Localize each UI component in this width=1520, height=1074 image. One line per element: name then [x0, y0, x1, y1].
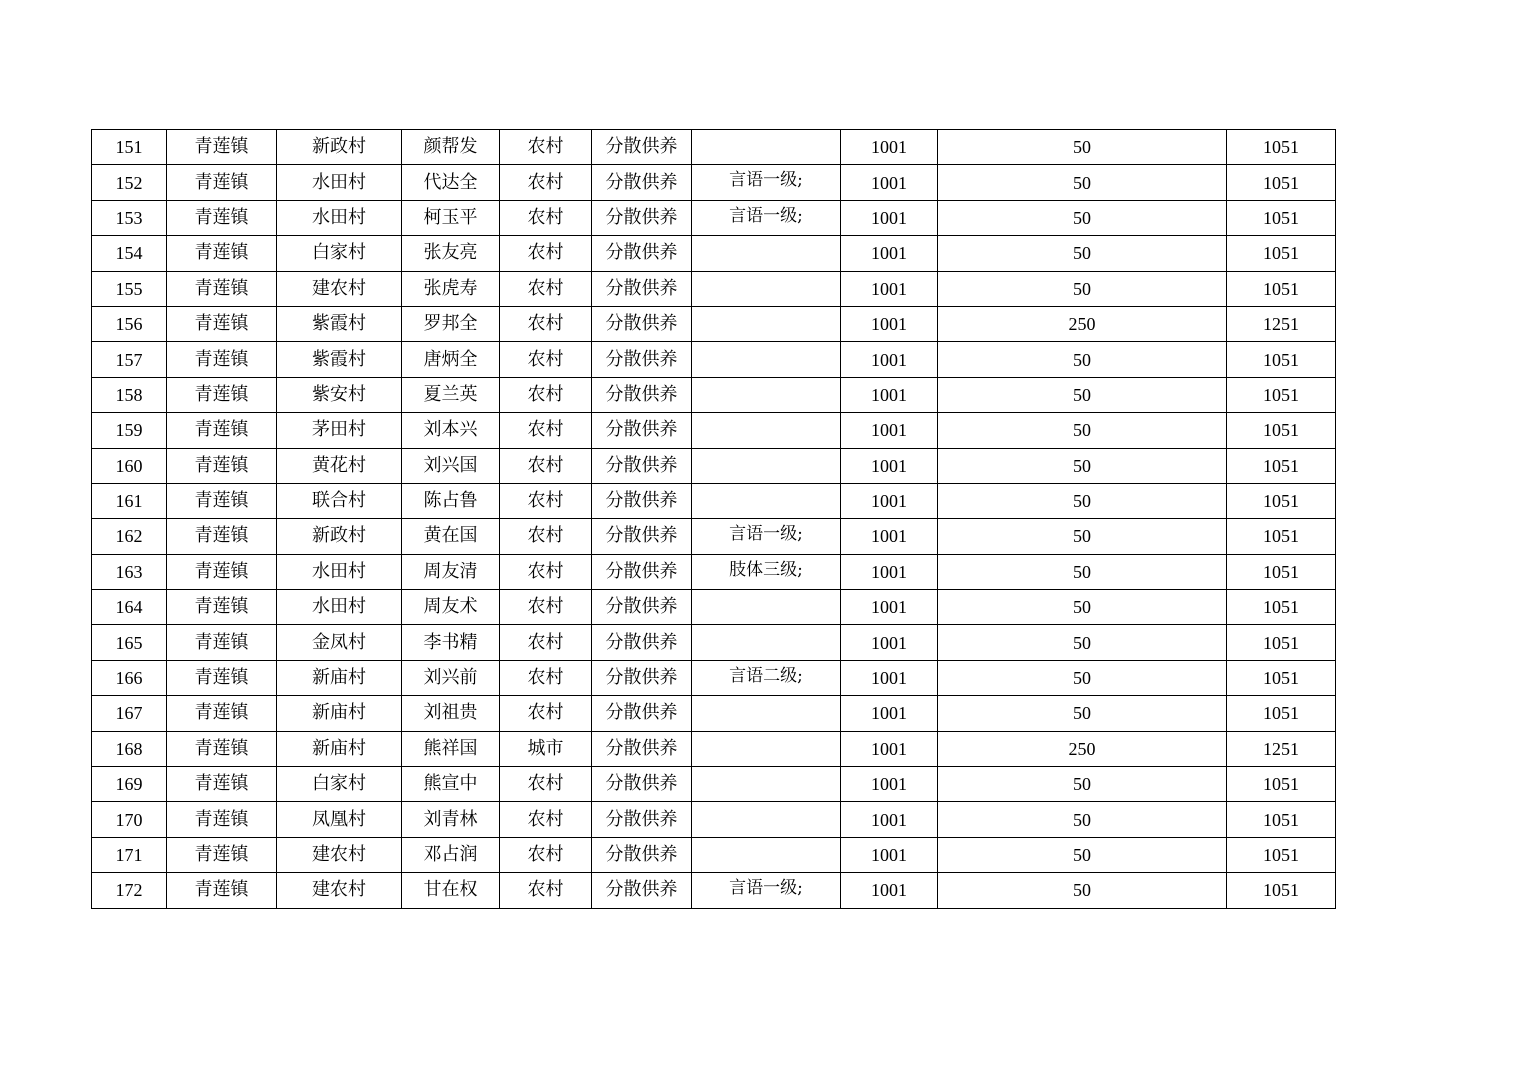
cell-disability-level: [692, 696, 841, 731]
cell-total-amount: 1051: [1227, 342, 1336, 377]
cell-serial-number: 165: [92, 625, 167, 660]
cell-village: 建农村: [277, 271, 402, 306]
cell-person-name: 熊祥国: [402, 731, 500, 766]
cell-area-type: 农村: [500, 837, 592, 872]
cell-extra-amount: 50: [938, 554, 1227, 589]
cell-town: 青莲镇: [167, 236, 277, 271]
cell-support-type: 分散供养: [592, 590, 692, 625]
cell-town: 青莲镇: [167, 837, 277, 872]
cell-serial-number: 159: [92, 413, 167, 448]
cell-support-type: 分散供养: [592, 483, 692, 518]
cell-village: 紫霞村: [277, 306, 402, 341]
cell-base-amount: 1001: [841, 802, 938, 837]
cell-total-amount: 1051: [1227, 767, 1336, 802]
cell-extra-amount: 50: [938, 802, 1227, 837]
cell-serial-number: 168: [92, 731, 167, 766]
cell-disability-level: [692, 306, 841, 341]
cell-extra-amount: 50: [938, 519, 1227, 554]
cell-support-type: 分散供养: [592, 554, 692, 589]
table-row: [92, 448, 1336, 483]
cell-town: 青莲镇: [167, 660, 277, 695]
cell-disability-level: [692, 625, 841, 660]
cell-support-type: 分散供养: [592, 625, 692, 660]
cell-support-type: 分散供养: [592, 271, 692, 306]
table-row: [92, 767, 1336, 802]
cell-base-amount: 1001: [841, 306, 938, 341]
table-row: [92, 554, 1336, 589]
cell-disability-level: [692, 802, 841, 837]
cell-total-amount: 1051: [1227, 590, 1336, 625]
cell-village: 黄花村: [277, 448, 402, 483]
cell-area-type: 农村: [500, 165, 592, 200]
cell-person-name: 代达全: [402, 165, 500, 200]
cell-serial-number: 166: [92, 660, 167, 695]
cell-person-name: 张虎寿: [402, 271, 500, 306]
cell-person-name: 黄在国: [402, 519, 500, 554]
cell-area-type: 农村: [500, 519, 592, 554]
cell-serial-number: 161: [92, 483, 167, 518]
cell-disability-level: [692, 731, 841, 766]
cell-extra-amount: 50: [938, 483, 1227, 518]
cell-serial-number: 157: [92, 342, 167, 377]
cell-total-amount: 1251: [1227, 306, 1336, 341]
cell-extra-amount: 50: [938, 660, 1227, 695]
table-row: [92, 236, 1336, 271]
cell-village: 新庙村: [277, 696, 402, 731]
cell-extra-amount: 50: [938, 271, 1227, 306]
cell-person-name: 熊宣中: [402, 767, 500, 802]
cell-support-type: 分散供养: [592, 837, 692, 872]
cell-town: 青莲镇: [167, 554, 277, 589]
cell-disability-level: 言语二级;: [692, 660, 841, 695]
cell-person-name: 邓占润: [402, 837, 500, 872]
cell-support-type: 分散供养: [592, 342, 692, 377]
cell-area-type: 农村: [500, 377, 592, 412]
cell-total-amount: 1251: [1227, 731, 1336, 766]
table-row: [92, 342, 1336, 377]
cell-support-type: 分散供养: [592, 165, 692, 200]
cell-town: 青莲镇: [167, 165, 277, 200]
cell-base-amount: 1001: [841, 271, 938, 306]
cell-area-type: 农村: [500, 696, 592, 731]
cell-town: 青莲镇: [167, 448, 277, 483]
cell-village: 水田村: [277, 200, 402, 235]
cell-extra-amount: 50: [938, 236, 1227, 271]
cell-base-amount: 1001: [841, 200, 938, 235]
cell-serial-number: 154: [92, 236, 167, 271]
cell-town: 青莲镇: [167, 625, 277, 660]
cell-total-amount: 1051: [1227, 271, 1336, 306]
cell-disability-level: [692, 448, 841, 483]
cell-area-type: 农村: [500, 448, 592, 483]
cell-village: 建农村: [277, 873, 402, 908]
cell-person-name: 陈占鲁: [402, 483, 500, 518]
cell-area-type: 农村: [500, 802, 592, 837]
cell-extra-amount: 50: [938, 625, 1227, 660]
cell-extra-amount: 50: [938, 767, 1227, 802]
cell-support-type: 分散供养: [592, 130, 692, 165]
cell-total-amount: 1051: [1227, 519, 1336, 554]
cell-total-amount: 1051: [1227, 200, 1336, 235]
table-row: [92, 165, 1336, 200]
cell-person-name: 周友术: [402, 590, 500, 625]
cell-town: 青莲镇: [167, 483, 277, 518]
cell-base-amount: 1001: [841, 377, 938, 412]
cell-extra-amount: 50: [938, 200, 1227, 235]
cell-serial-number: 160: [92, 448, 167, 483]
cell-total-amount: 1051: [1227, 873, 1336, 908]
cell-town: 青莲镇: [167, 306, 277, 341]
cell-town: 青莲镇: [167, 590, 277, 625]
cell-town: 青莲镇: [167, 271, 277, 306]
cell-serial-number: 169: [92, 767, 167, 802]
cell-area-type: 城市: [500, 731, 592, 766]
table-row: [92, 200, 1336, 235]
cell-person-name: 甘在权: [402, 873, 500, 908]
cell-serial-number: 155: [92, 271, 167, 306]
cell-extra-amount: 50: [938, 590, 1227, 625]
cell-base-amount: 1001: [841, 696, 938, 731]
cell-total-amount: 1051: [1227, 377, 1336, 412]
cell-person-name: 刘兴前: [402, 660, 500, 695]
cell-support-type: 分散供养: [592, 200, 692, 235]
cell-disability-level: 言语一级;: [692, 519, 841, 554]
cell-total-amount: 1051: [1227, 554, 1336, 589]
cell-support-type: 分散供养: [592, 448, 692, 483]
cell-area-type: 农村: [500, 236, 592, 271]
cell-serial-number: 167: [92, 696, 167, 731]
cell-total-amount: 1051: [1227, 413, 1336, 448]
cell-total-amount: 1051: [1227, 802, 1336, 837]
cell-area-type: 农村: [500, 873, 592, 908]
cell-person-name: 刘本兴: [402, 413, 500, 448]
cell-support-type: 分散供养: [592, 413, 692, 448]
cell-serial-number: 170: [92, 802, 167, 837]
cell-base-amount: 1001: [841, 625, 938, 660]
cell-total-amount: 1051: [1227, 448, 1336, 483]
cell-town: 青莲镇: [167, 342, 277, 377]
cell-base-amount: 1001: [841, 342, 938, 377]
cell-village: 新庙村: [277, 731, 402, 766]
cell-village: 凤凰村: [277, 802, 402, 837]
cell-base-amount: 1001: [841, 236, 938, 271]
cell-village: 新政村: [277, 130, 402, 165]
cell-total-amount: 1051: [1227, 165, 1336, 200]
cell-total-amount: 1051: [1227, 130, 1336, 165]
cell-base-amount: 1001: [841, 767, 938, 802]
cell-serial-number: 153: [92, 200, 167, 235]
cell-town: 青莲镇: [167, 413, 277, 448]
cell-base-amount: 1001: [841, 519, 938, 554]
cell-support-type: 分散供养: [592, 377, 692, 412]
cell-total-amount: 1051: [1227, 625, 1336, 660]
cell-town: 青莲镇: [167, 519, 277, 554]
cell-extra-amount: 50: [938, 696, 1227, 731]
cell-area-type: 农村: [500, 483, 592, 518]
cell-person-name: 罗邦全: [402, 306, 500, 341]
cell-disability-level: [692, 271, 841, 306]
cell-base-amount: 1001: [841, 130, 938, 165]
cell-area-type: 农村: [500, 306, 592, 341]
cell-serial-number: 163: [92, 554, 167, 589]
cell-support-type: 分散供养: [592, 660, 692, 695]
cell-village: 水田村: [277, 165, 402, 200]
cell-extra-amount: 50: [938, 873, 1227, 908]
cell-area-type: 农村: [500, 413, 592, 448]
table-row: [92, 660, 1336, 695]
cell-serial-number: 172: [92, 873, 167, 908]
cell-person-name: 周友清: [402, 554, 500, 589]
cell-base-amount: 1001: [841, 413, 938, 448]
cell-support-type: 分散供养: [592, 306, 692, 341]
cell-town: 青莲镇: [167, 873, 277, 908]
cell-area-type: 农村: [500, 660, 592, 695]
cell-town: 青莲镇: [167, 767, 277, 802]
cell-village: 金凤村: [277, 625, 402, 660]
cell-village: 紫安村: [277, 377, 402, 412]
cell-serial-number: 152: [92, 165, 167, 200]
cell-disability-level: 肢体三级;: [692, 554, 841, 589]
cell-village: 白家村: [277, 236, 402, 271]
cell-disability-level: [692, 377, 841, 412]
table-row: [92, 130, 1336, 165]
table-row: [92, 590, 1336, 625]
cell-serial-number: 158: [92, 377, 167, 412]
cell-extra-amount: 50: [938, 413, 1227, 448]
cell-extra-amount: 250: [938, 306, 1227, 341]
cell-base-amount: 1001: [841, 554, 938, 589]
table-row: [92, 696, 1336, 731]
cell-disability-level: [692, 236, 841, 271]
cell-area-type: 农村: [500, 200, 592, 235]
cell-disability-level: [692, 483, 841, 518]
table-row: [92, 377, 1336, 412]
cell-disability-level: [692, 767, 841, 802]
cell-person-name: 颜帮发: [402, 130, 500, 165]
cell-area-type: 农村: [500, 590, 592, 625]
cell-disability-level: 言语一级;: [692, 873, 841, 908]
cell-village: 新庙村: [277, 660, 402, 695]
cell-village: 紫霞村: [277, 342, 402, 377]
cell-base-amount: 1001: [841, 660, 938, 695]
cell-area-type: 农村: [500, 130, 592, 165]
data-table: [91, 129, 1336, 909]
cell-support-type: 分散供养: [592, 802, 692, 837]
table-row: [92, 519, 1336, 554]
cell-disability-level: [692, 413, 841, 448]
table-row: [92, 625, 1336, 660]
cell-base-amount: 1001: [841, 590, 938, 625]
cell-village: 水田村: [277, 554, 402, 589]
cell-base-amount: 1001: [841, 483, 938, 518]
cell-base-amount: 1001: [841, 837, 938, 872]
table-row: [92, 802, 1336, 837]
cell-extra-amount: 50: [938, 837, 1227, 872]
cell-support-type: 分散供养: [592, 731, 692, 766]
cell-extra-amount: 50: [938, 342, 1227, 377]
cell-base-amount: 1001: [841, 448, 938, 483]
cell-town: 青莲镇: [167, 130, 277, 165]
cell-person-name: 张友亮: [402, 236, 500, 271]
cell-person-name: 夏兰英: [402, 377, 500, 412]
table-row: [92, 271, 1336, 306]
cell-village: 联合村: [277, 483, 402, 518]
cell-total-amount: 1051: [1227, 660, 1336, 695]
cell-extra-amount: 250: [938, 731, 1227, 766]
table-body: [92, 130, 1336, 909]
cell-area-type: 农村: [500, 767, 592, 802]
cell-village: 新政村: [277, 519, 402, 554]
cell-town: 青莲镇: [167, 731, 277, 766]
table-row: [92, 306, 1336, 341]
cell-support-type: 分散供养: [592, 696, 692, 731]
cell-town: 青莲镇: [167, 200, 277, 235]
cell-serial-number: 164: [92, 590, 167, 625]
cell-person-name: 刘青林: [402, 802, 500, 837]
cell-area-type: 农村: [500, 625, 592, 660]
cell-total-amount: 1051: [1227, 837, 1336, 872]
cell-extra-amount: 50: [938, 165, 1227, 200]
cell-person-name: 刘兴国: [402, 448, 500, 483]
cell-area-type: 农村: [500, 271, 592, 306]
cell-person-name: 柯玉平: [402, 200, 500, 235]
cell-serial-number: 151: [92, 130, 167, 165]
cell-area-type: 农村: [500, 554, 592, 589]
cell-disability-level: [692, 342, 841, 377]
cell-village: 水田村: [277, 590, 402, 625]
cell-village: 建农村: [277, 837, 402, 872]
cell-support-type: 分散供养: [592, 873, 692, 908]
cell-serial-number: 171: [92, 837, 167, 872]
cell-total-amount: 1051: [1227, 236, 1336, 271]
cell-total-amount: 1051: [1227, 483, 1336, 518]
cell-disability-level: [692, 590, 841, 625]
cell-village: 茅田村: [277, 413, 402, 448]
cell-support-type: 分散供养: [592, 236, 692, 271]
cell-disability-level: [692, 837, 841, 872]
cell-extra-amount: 50: [938, 377, 1227, 412]
cell-town: 青莲镇: [167, 696, 277, 731]
table-row: [92, 483, 1336, 518]
cell-person-name: 唐炳全: [402, 342, 500, 377]
cell-person-name: 刘祖贵: [402, 696, 500, 731]
cell-extra-amount: 50: [938, 130, 1227, 165]
cell-disability-level: 言语一级;: [692, 200, 841, 235]
cell-disability-level: [692, 130, 841, 165]
table-row: [92, 873, 1336, 908]
cell-town: 青莲镇: [167, 802, 277, 837]
cell-total-amount: 1051: [1227, 696, 1336, 731]
cell-town: 青莲镇: [167, 377, 277, 412]
cell-serial-number: 156: [92, 306, 167, 341]
cell-extra-amount: 50: [938, 448, 1227, 483]
cell-village: 白家村: [277, 767, 402, 802]
table-row: [92, 413, 1336, 448]
cell-support-type: 分散供养: [592, 519, 692, 554]
cell-disability-level: 言语一级;: [692, 165, 841, 200]
table-row: [92, 731, 1336, 766]
cell-area-type: 农村: [500, 342, 592, 377]
cell-serial-number: 162: [92, 519, 167, 554]
table-row: [92, 837, 1336, 872]
cell-support-type: 分散供养: [592, 767, 692, 802]
cell-person-name: 李书精: [402, 625, 500, 660]
cell-base-amount: 1001: [841, 731, 938, 766]
cell-base-amount: 1001: [841, 873, 938, 908]
cell-base-amount: 1001: [841, 165, 938, 200]
